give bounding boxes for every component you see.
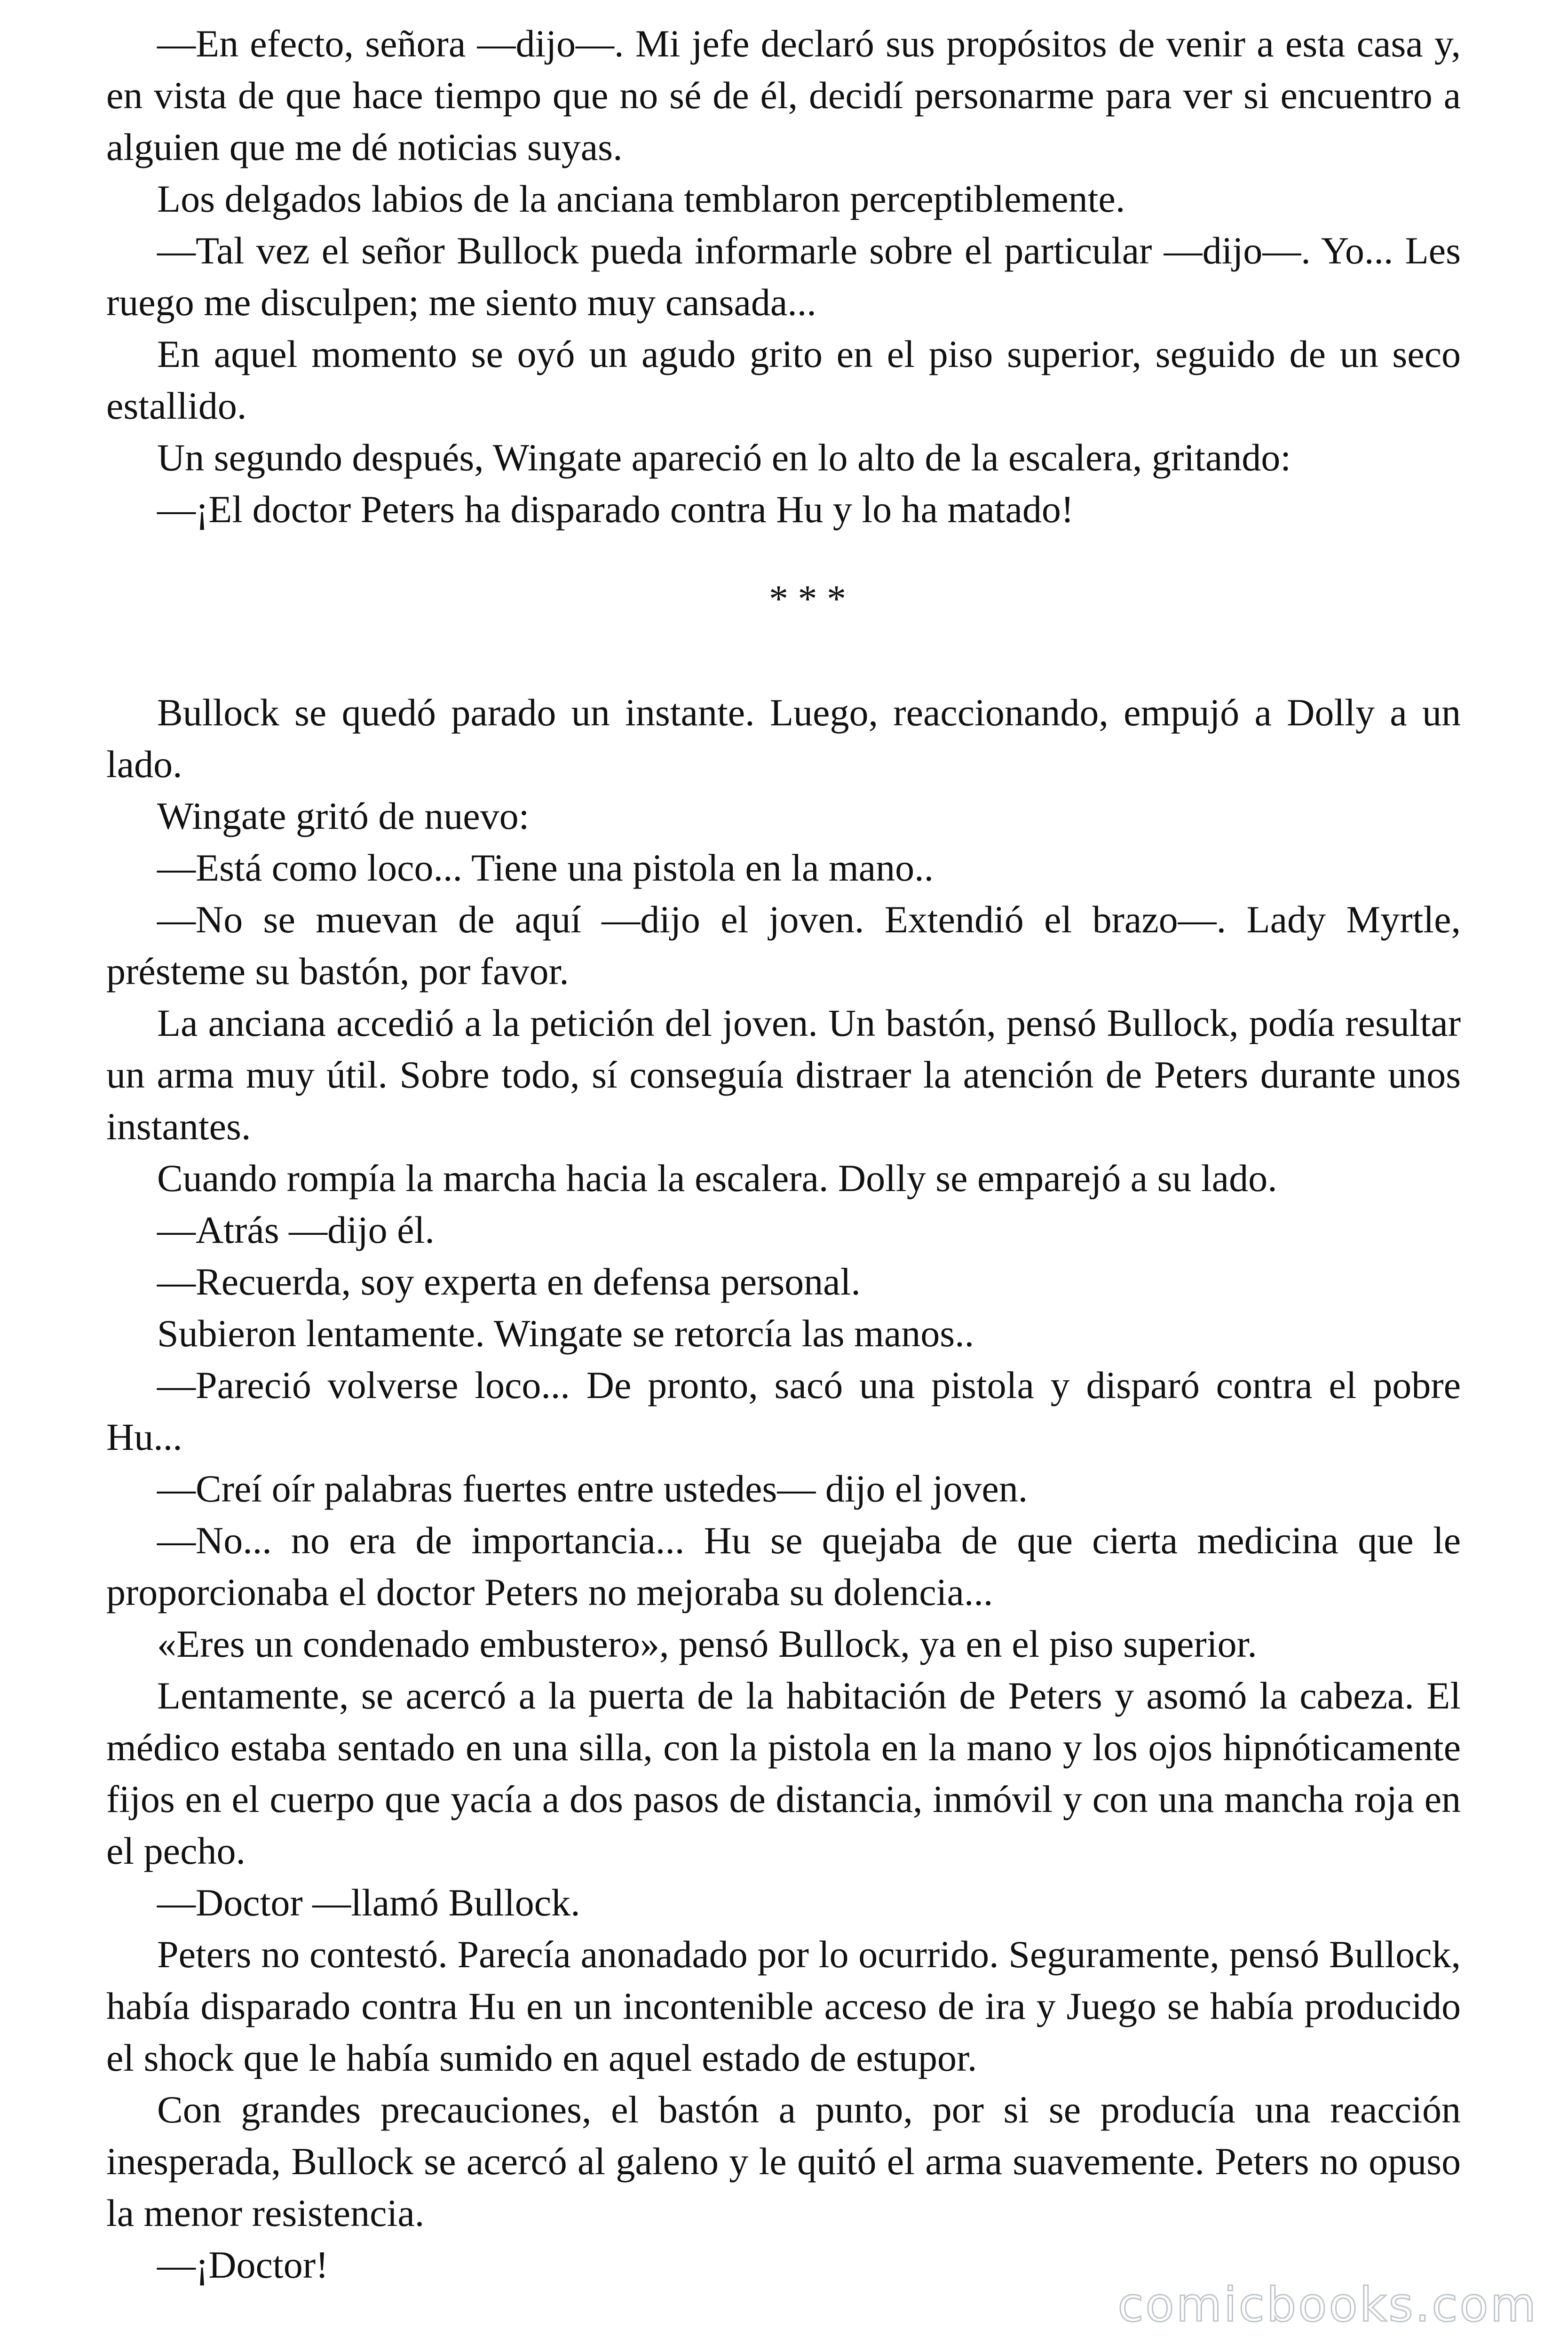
paragraph: La anciana accedió a la petición del joven. Un bastón, pensó Bullock, podía resultar un arma muy útil. Sobre todo, sí conseguía distraer la atención de Peters durante unos instantes. <box>106 1001 1461 1148</box>
paragraph: —No... no era de importancia... Hu se quejaba de que cierta medicina que le proporcionaba el doctor Peters no mejoraba su dolencia... <box>106 1519 1461 1613</box>
paragraph: Subieron lentamente. Wingate se retorcía las manos.. <box>157 1312 974 1355</box>
text-section-after-break <box>106 687 1461 2291</box>
paragraph: —No se muevan de aquí —dijo el joven. Extendió el brazo—. Lady Myrtle, présteme su bastón, por favor. <box>106 898 1461 993</box>
paragraph: Los delgados labios de la anciana temblaron perceptiblemente. <box>157 177 1125 220</box>
section-break: * * * <box>769 577 846 620</box>
paragraph: Un segundo después, Wingate apareció en lo alto de la escalera, gritando: <box>157 436 1291 479</box>
paragraph: En aquel momento se oyó un agudo grito en el piso superior, seguido de un seco estallido. <box>106 333 1461 427</box>
paragraph: —Está como loco... Tiene una pistola en la mano.. <box>157 846 934 889</box>
paragraph: Cuando rompía la marcha hacia la escalera. Dolly se emparejó a su lado. <box>157 1157 1277 1200</box>
paragraph: Con grandes precauciones, el bastón a punto, por si se producía una reacción inesperada, Bullock se acercó al galeno y le quitó el arma suavemente. Peters no opuso la menor resistencia. <box>106 2088 1461 2234</box>
paragraph: —Tal vez el señor Bullock pueda informarle sobre el particular —dijo—. Yo... Les ruego me disculpen; me siento muy cansada... <box>106 229 1461 324</box>
text-section-before-break <box>106 18 1461 535</box>
paragraph: —Pareció volverse loco... De pronto, sacó una pistola y disparó contra el pobre Hu... <box>106 1364 1461 1458</box>
paragraph: —En efecto, señora —dijo—. Mi jefe declaró sus propósitos de venir a esta casa y, en vista de que hace tiempo que no sé de él, decidí personarme para ver si encuentro a alguien que me dé noticias suyas. <box>106 22 1461 168</box>
paragraph: Lentamente, se acercó a la puerta de la habitación de Peters y asomó la cabeza. El médico estaba sentado en una silla, con la pistola en la mano y los ojos hipnóticamente fijos en el cuerpo que yacía a dos pasos de distancia, inmóvil y con una mancha roja en el pecho. <box>106 1674 1461 1872</box>
paragraph: —Recuerda, soy experta en defensa personal. <box>157 1260 861 1303</box>
paragraph: Bullock se quedó parado un instante. Luego, reaccionando, empujó a Dolly a un lado. <box>106 691 1461 786</box>
paragraph: Wingate gritó de nuevo: <box>157 795 530 837</box>
paragraph: —Creí oír palabras fuertes entre ustedes— dijo el joven. <box>157 1467 1028 1510</box>
paragraph: Peters no contestó. Parecía anonadado por lo ocurrido. Seguramente, pensó Bullock, había disparado contra Hu en un incontenible acceso de ira y Juego se había producido el shock que le había sumido en aquel estado de estupor. <box>106 1933 1461 2079</box>
paragraph: —¡Doctor! <box>157 2243 329 2286</box>
paragraph: —¡El doctor Peters ha disparado contra Hu y lo ha matado! <box>157 488 1074 531</box>
paragraph: —Atrás —dijo él. <box>157 1208 435 1251</box>
watermark: comicbooks.com <box>1117 2277 1538 2332</box>
paragraph: —Doctor —llamó Bullock. <box>157 1881 580 1924</box>
paragraph: «Eres un condenado embustero», pensó Bullock, ya en el piso superior. <box>157 1622 1257 1665</box>
